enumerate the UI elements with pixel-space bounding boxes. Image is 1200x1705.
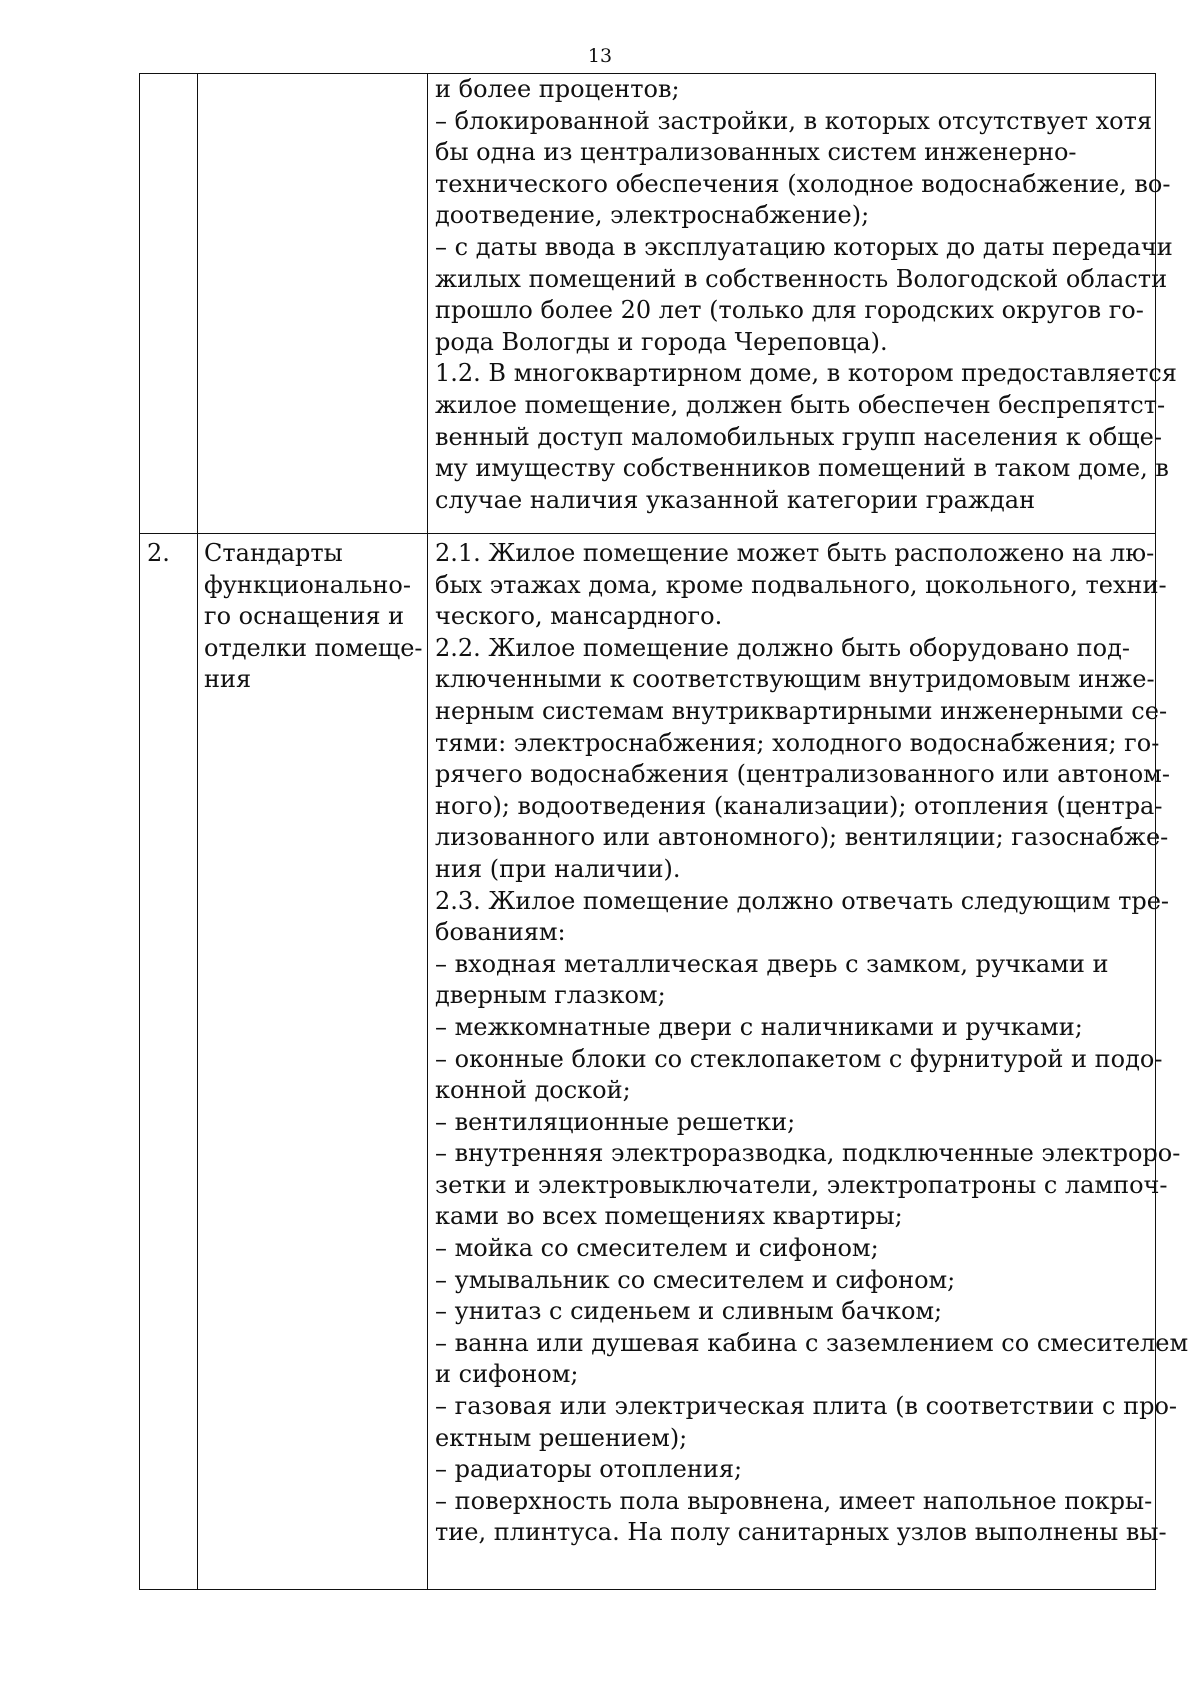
name-line: го оснащения и	[204, 602, 405, 631]
text-line: – с даты ввода в эксплуатацию которых до даты передачи	[435, 232, 1173, 261]
row-number: 2.	[147, 539, 170, 567]
text-line: рода Вологды и города Череповца).	[435, 327, 888, 356]
row-name-cell	[198, 74, 428, 534]
row-name-cell	[198, 534, 428, 1590]
text-line: – внутренняя электроразводка, подключенные электроро-	[435, 1139, 1181, 1168]
row-name	[198, 74, 427, 78]
text-line: – мойка со смесителем и сифоном;	[435, 1234, 879, 1263]
text-line: лизованного или автономного); вентиляции; газоснабже-	[435, 823, 1169, 852]
name-line: Стандарты	[204, 539, 343, 567]
text-line: ного); водоотведения (канализации); отопления (центра-	[435, 791, 1163, 820]
text-line: – межкомнатные двери с наличниками и ручками;	[435, 1012, 1083, 1041]
table-row	[140, 74, 1156, 534]
text-line: 2.1. Жилое помещение может быть расположено на лю-	[435, 539, 1155, 567]
text-line: жилых помещений в собственность Вологодской области	[435, 264, 1168, 293]
text-line: тие, плинтуса. На полу санитарных узлов выполнены вы-	[435, 1518, 1167, 1547]
text-line: 2.3. Жилое помещение должно отвечать следующим тре-	[435, 886, 1170, 915]
text-line: – радиаторы отопления;	[435, 1455, 743, 1484]
row-number-cell	[140, 534, 198, 1590]
table-row	[140, 534, 1156, 1590]
row-text-cell	[428, 534, 1189, 1590]
text-line: – газовая или электрическая плита (в соответствии с про-	[435, 1392, 1178, 1421]
text-line: случае наличия указанной категории граждан	[435, 485, 1036, 514]
text-line: – оконные блоки со стеклопакетом с фурнитурой и подо-	[435, 1044, 1163, 1073]
row-name	[198, 534, 427, 696]
text-line: ками во всех помещениях квартиры;	[435, 1202, 903, 1231]
page-number: 13	[587, 45, 613, 67]
text-line: технического обеспечения (холодное водоснабжение, во-	[435, 169, 1171, 198]
text-line: дверным глазком;	[435, 981, 666, 1010]
text-line: бых этажах дома, кроме подвального, цокольного, техни-	[435, 570, 1167, 599]
row-number-cell	[140, 74, 198, 534]
row-text	[428, 74, 1177, 516]
text-line: му имуществу собственников помещений в таком доме, в	[435, 454, 1169, 483]
text-line: ектным решением);	[435, 1423, 688, 1452]
text-line: ческого, мансардного.	[435, 602, 723, 631]
text-line: и сифоном;	[435, 1360, 579, 1389]
text-line: 2.2. Жилое помещение должно быть оборудовано под-	[435, 633, 1131, 662]
text-line: – умывальник со смесителем и сифоном;	[435, 1265, 956, 1294]
text-line: – ванна или душевая кабина с заземлением со смесителем	[435, 1328, 1189, 1357]
text-line: прошло более 20 лет (только для городских округов го-	[435, 296, 1144, 325]
text-line: ния (при наличии).	[435, 854, 681, 883]
text-line: – унитаз с сиденьем и сливным бачком;	[435, 1297, 943, 1326]
text-line: нерным системам внутриквартирными инженерными се-	[435, 696, 1168, 725]
text-line: и более процентов;	[435, 75, 680, 103]
text-line: – поверхность пола выровнена, имеет напольное покры-	[435, 1486, 1153, 1515]
text-line: венный доступ маломобильных групп населения к обще-	[435, 422, 1162, 451]
text-line: бованиям:	[435, 918, 566, 947]
text-line: зетки и электровыключатели, электропатроны с лампоч-	[435, 1170, 1168, 1199]
text-line: жилое помещение, должен быть обеспечен беспрепятст-	[435, 390, 1166, 419]
text-line: – блокированной застройки, в которых отсутствует хотя	[435, 106, 1153, 135]
text-line: бы одна из централизованных систем инженерно-	[435, 138, 1077, 167]
text-line: тями: электроснабжения; холодного водоснабжения; го-	[435, 728, 1160, 757]
row-text	[428, 534, 1189, 1549]
text-line: – входная металлическая дверь с замком, ручками и	[435, 949, 1109, 978]
text-line: 1.2. В многоквартирном доме, в котором предоставляется	[435, 359, 1177, 388]
text-line: – вентиляционные решетки;	[435, 1107, 796, 1136]
name-line: функционально-	[204, 570, 411, 599]
text-line: доотведение, электроснабжение);	[435, 201, 870, 230]
row-number	[140, 74, 197, 78]
text-line: ключенными к соответствующим внутридомовым инже-	[435, 665, 1155, 694]
text-line: конной доской;	[435, 1076, 631, 1105]
requirements-table	[139, 73, 1189, 1590]
name-line: ния	[204, 665, 252, 694]
text-line: рячего водоснабжения (централизованного или автоном-	[435, 760, 1170, 789]
name-line: отделки помеще-	[204, 633, 423, 662]
row-text-cell	[428, 74, 1177, 534]
